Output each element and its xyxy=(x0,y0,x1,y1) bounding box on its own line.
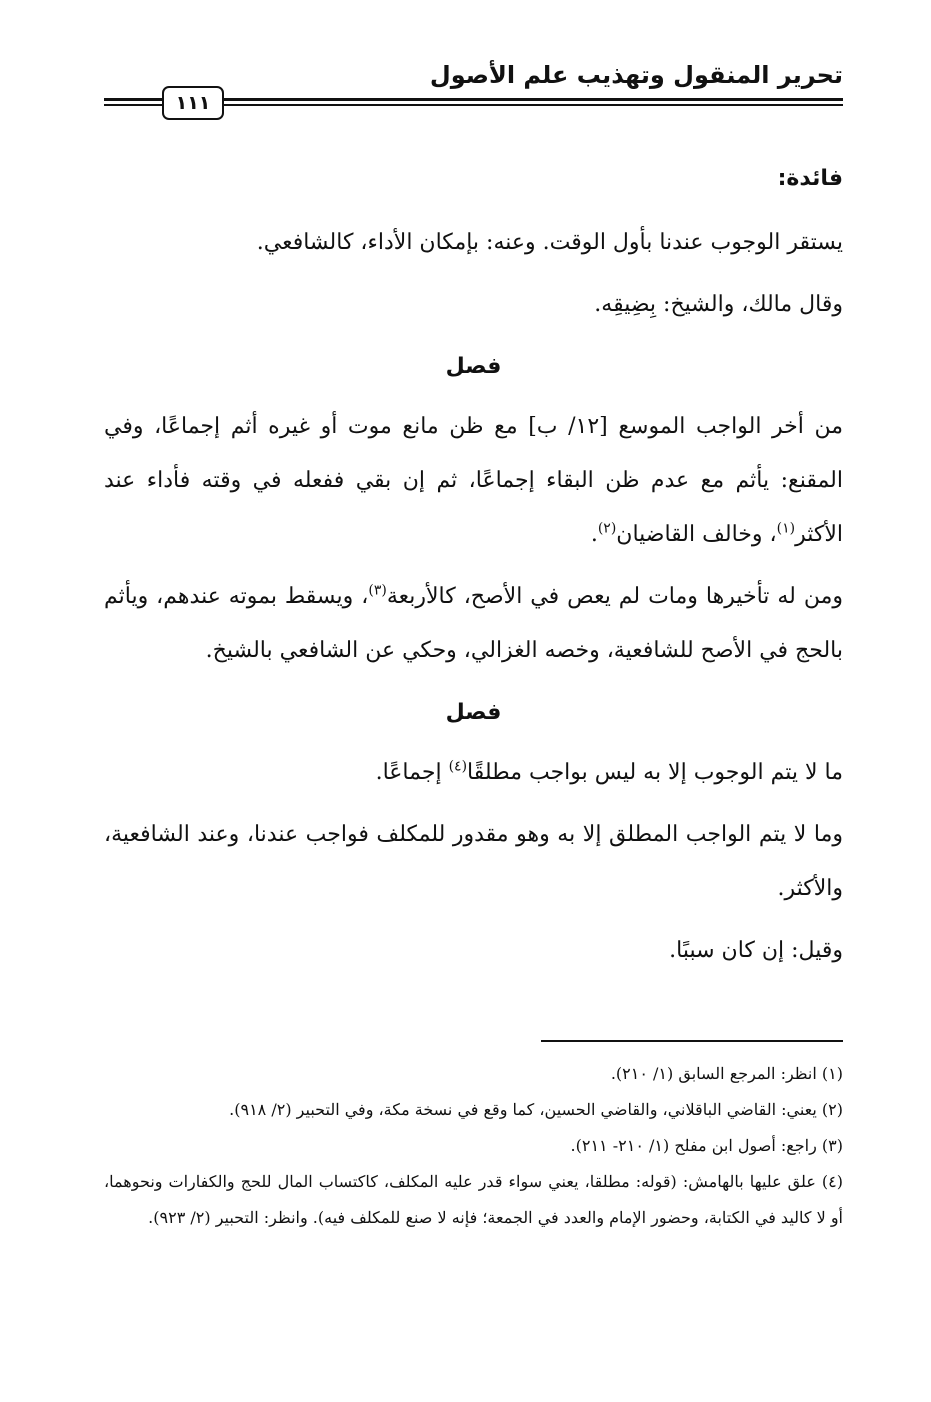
paragraph-2: وقال مالك، والشيخ: بِضِيقِه. xyxy=(594,292,843,317)
footnote-ref-4: (٤) xyxy=(448,758,468,775)
page-number: ١١١ xyxy=(162,86,224,120)
footnote-ref-3: (٣) xyxy=(368,582,387,599)
paragraph-6: وما لا يتم الواجب المطلق إلا به وهو مقدور للمكلف فواجب عندنا، وعند الشافعية، والأكثر. xyxy=(104,822,843,901)
footnotes xyxy=(104,1056,843,1236)
paragraph-4 xyxy=(104,570,843,678)
paragraph-3-text-a: من أخر الواجب الموسع [١٢/ ب] مع ظن مانع موت أو غيره أثم إجماعًا، وفي المقنع: يأثم مع عدم ظن البقاء إجماعًا، ثم إن بقي ففعله في وقته فأداء عند الأكثر xyxy=(104,414,843,547)
paragraph-4-text-b: ، ويسقط بموته عندهم، ويأثم بالحج في الأصح للشافعية، وخصه الغزالي، وحكي عن الشافعي بالشيخ. xyxy=(104,584,843,663)
paragraph-4-text-a: ومن له تأخيرها ومات لم يعص في الأصح، كالأربعة xyxy=(386,584,843,609)
running-header-title: تحرير المنقول وتهذيب علم الأصول xyxy=(429,61,843,89)
paragraph-5-text-b: إجماعًا. xyxy=(375,760,449,785)
paragraph-3-text-c: . xyxy=(590,522,598,547)
footnote-4: (٤) علق عليها بالهامش: (قوله: مطلقا، يعني سواء قدر عليه المكلف، كاكتساب المال للحج والكفارات ونحوهما، أو لا كاليد في الكتابة، وحضور الإمام والعدد في الجمعة؛ فإنه لا صنع للمكلف فيه). وانظر: التحبير (٢/ ٩٢٣). xyxy=(104,1172,844,1227)
section-title-1: فصل xyxy=(445,354,502,379)
fawaid-heading: فائدة: xyxy=(777,166,843,191)
paragraph-3-text-b: ، وخالف القاضيان xyxy=(616,522,777,547)
paragraph-1: يستقر الوجوب عندنا بأول الوقت. وعنه: بإمكان الأداء، كالشافعي. xyxy=(256,230,843,255)
paragraph-7: وقيل: إن كان سببًا. xyxy=(669,938,843,963)
footnote-3: (٣) راجع: أصول ابن مفلح (١/ ٢١٠- ٢١١). xyxy=(570,1136,843,1155)
footnote-2: (٢) يعني: القاضي الباقلاني، والقاضي الحسين، كما وقع في نسخة مكة، وفي التحبير (٢/ ٩١٨). xyxy=(229,1100,843,1119)
paragraph-5 xyxy=(104,746,843,800)
section-title-2: فصل xyxy=(445,700,502,725)
footnote-separator xyxy=(541,1040,843,1042)
footnote-ref-2: (٢) xyxy=(597,520,617,537)
footnote-ref-1: (١) xyxy=(776,520,796,537)
paragraph-3 xyxy=(104,400,843,562)
main-text xyxy=(104,152,843,986)
footnote-1: (١) انظر: المرجع السابق (١/ ٢١٠). xyxy=(610,1064,843,1083)
paragraph-5-text-a: ما لا يتم الوجوب إلا به ليس بواجب مطلقًا xyxy=(467,760,843,785)
